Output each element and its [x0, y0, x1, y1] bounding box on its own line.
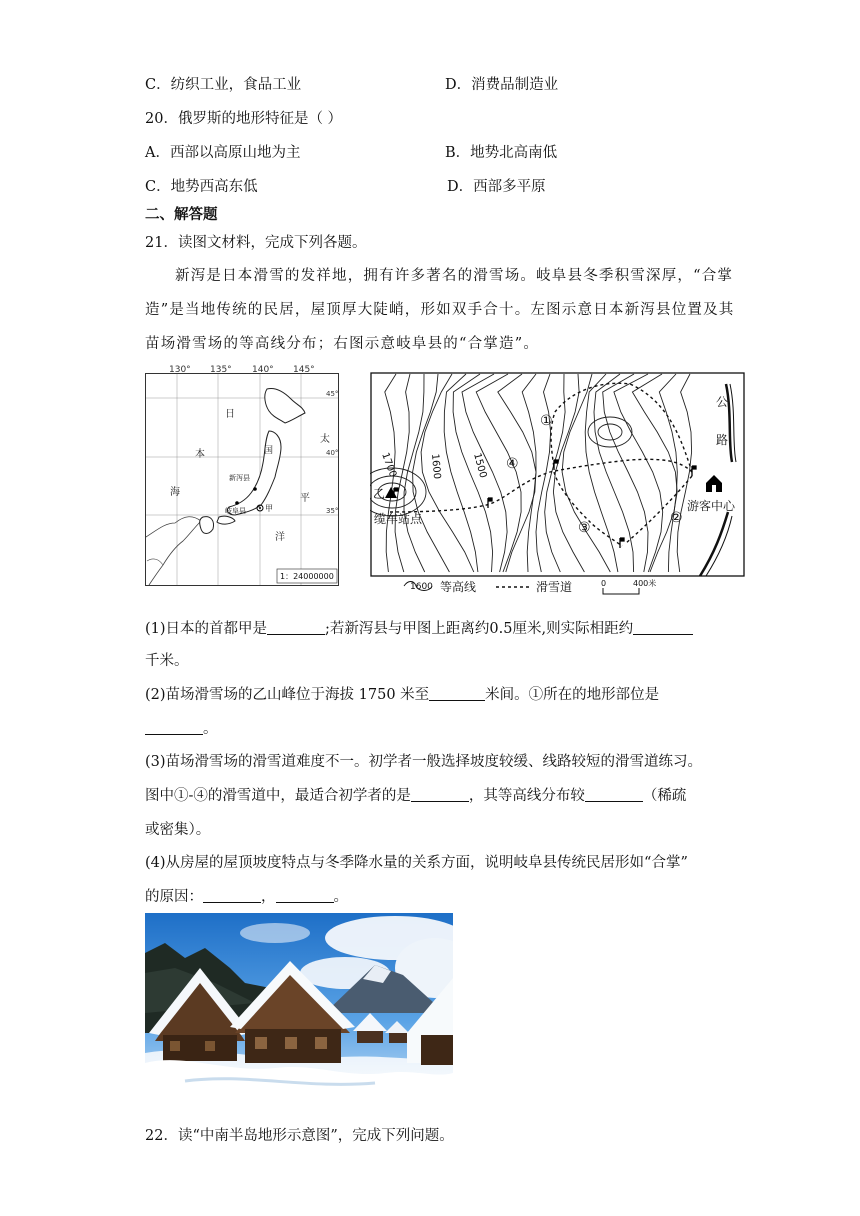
lat-label: 45°: [326, 390, 339, 398]
contour-value: 1600: [429, 453, 443, 480]
q20-stem: 20．俄罗斯的地形特征是（ ）: [145, 111, 343, 127]
q21-part4-text: ，: [261, 889, 276, 905]
q22-stem: 22．读“中南半岛地形示意图”，完成下列问题。: [145, 1128, 454, 1144]
q21-part2-line2: [145, 717, 218, 738]
q20-option-c: C．地势西高东低: [145, 179, 258, 195]
gifu-dot: [235, 501, 239, 505]
q21-part3-line2: [145, 784, 686, 805]
scale-zero: 0: [601, 579, 607, 588]
answer-blank[interactable]: [633, 620, 693, 635]
answer-blank[interactable]: [276, 888, 334, 903]
q21-part3-line1: (3)苗场滑雪场的滑雪道难度不一。初学者一般选择坡度较缓、线路较短的滑雪道练习。: [145, 754, 703, 770]
trail-label-4: ④: [506, 456, 519, 472]
q19-option-c: C．纺织工业，食品工业: [145, 77, 302, 93]
ocean-char: 太: [320, 434, 330, 445]
q21-part3-line3: 或密集）。: [145, 822, 211, 838]
q21-material-line-2: 造”是当地传统的民居，屋顶厚大陡峭，形如双手合十。左图示意日本新泻县位置及其: [145, 302, 735, 318]
q20-option-d: D．西部多平原: [447, 179, 546, 195]
q21-part4-line1: (4)从房屋的屋顶坡度特点与冬季降水量的关系方面，说明岐阜县传统民居形如“合掌”: [145, 855, 688, 871]
answer-blank[interactable]: [411, 787, 469, 802]
land-char: 国: [264, 446, 274, 456]
contour-value: 1700: [379, 451, 399, 479]
q21-part2-text: 米间。①所在的地形部位是: [485, 687, 660, 703]
sea-char: 日: [225, 409, 235, 420]
q21-material-line-3: 苗场滑雪场的等高线分布；右图示意岐阜县的“合掌造”。: [145, 336, 540, 352]
road-char: 路: [716, 433, 729, 447]
niigata-dot: [253, 487, 257, 491]
q21-part3-text: 图中①-④的滑雪道中，最适合初学者的是: [145, 788, 411, 804]
q20-option-b: B．地势北高南低: [445, 145, 558, 161]
scale-max: 400米: [633, 579, 657, 588]
trail-label-3: ③: [578, 520, 591, 536]
ocean-char: 平: [300, 493, 310, 504]
lon-label: 130°: [169, 365, 191, 375]
road-char: 公: [716, 395, 729, 409]
q21-part1-text: ;若新泻县与甲图上距离约0.5厘米,则实际相距约: [325, 621, 634, 637]
q21-part3-text: ，其等高线分布较: [468, 788, 585, 804]
q19-option-d: D．消费品制造业: [445, 77, 559, 93]
lat-label: 40°: [326, 449, 339, 457]
lat-label: 35°: [326, 507, 339, 515]
lon-label: 140°: [252, 365, 274, 375]
ski-resort-contour-map: [370, 372, 746, 598]
japan-location-map: [145, 365, 340, 587]
answer-blank[interactable]: [585, 787, 643, 802]
q21-part4-text: 。: [333, 889, 348, 905]
trail-label-1: ①: [540, 413, 553, 429]
answer-blank[interactable]: [429, 686, 485, 701]
visitor-center-label: 游客中心: [687, 499, 736, 513]
trail-label-2: ②: [670, 510, 683, 526]
q21-part4-text: 的原因：: [145, 889, 203, 905]
q21-part2-text: (2)苗场滑雪场的乙山峰位于海拔 1750 米至: [145, 687, 430, 703]
contour-value: 1500: [471, 451, 489, 480]
sea-char: 本: [195, 449, 205, 460]
lon-label: 135°: [210, 365, 232, 375]
q21-material-line-1: 新泻是日本滑雪的发祥地，拥有许多著名的滑雪场。岐阜县冬季积雪深厚，“合掌: [175, 268, 734, 284]
gifu-label: 岐阜县: [225, 507, 246, 515]
q21-part1-text: (1)日本的首都甲是: [145, 621, 268, 637]
lon-label: 145°: [293, 365, 315, 375]
q21-stem: 21．读图文材料，完成下列各题。: [145, 235, 367, 251]
map-legend: [404, 578, 656, 594]
niigata-label: 新泻县: [229, 474, 250, 482]
section-heading: 二、解答题: [145, 207, 218, 223]
gassho-house-photo: [145, 913, 453, 1109]
legend-contour-value: 1600: [410, 582, 433, 592]
legend-contour-text: 等高线: [440, 580, 477, 594]
legend-trail-text: 滑雪道: [536, 580, 573, 594]
sea-char: 海: [170, 487, 180, 498]
q21-part1-line1: [145, 617, 693, 638]
answer-blank[interactable]: [267, 620, 325, 635]
ocean-char: 洋: [275, 532, 285, 543]
answer-blank[interactable]: [145, 720, 203, 735]
answer-blank[interactable]: [203, 888, 261, 903]
q21-part4-line2: [145, 885, 348, 906]
q21-part2-line1: [145, 683, 659, 704]
q20-option-a: A．西部以高原山地为主: [145, 145, 301, 161]
cable-station-label: 缆车站点: [374, 512, 423, 526]
peak-label: 乙: [373, 487, 386, 501]
q21-part1-line2: 千米。: [145, 653, 189, 669]
q21-part3-text: （稀疏: [642, 788, 687, 804]
map-scale: 1：24000000: [280, 572, 334, 581]
q21-part2-text: 。: [203, 721, 218, 737]
capital-label: 甲: [265, 504, 273, 513]
